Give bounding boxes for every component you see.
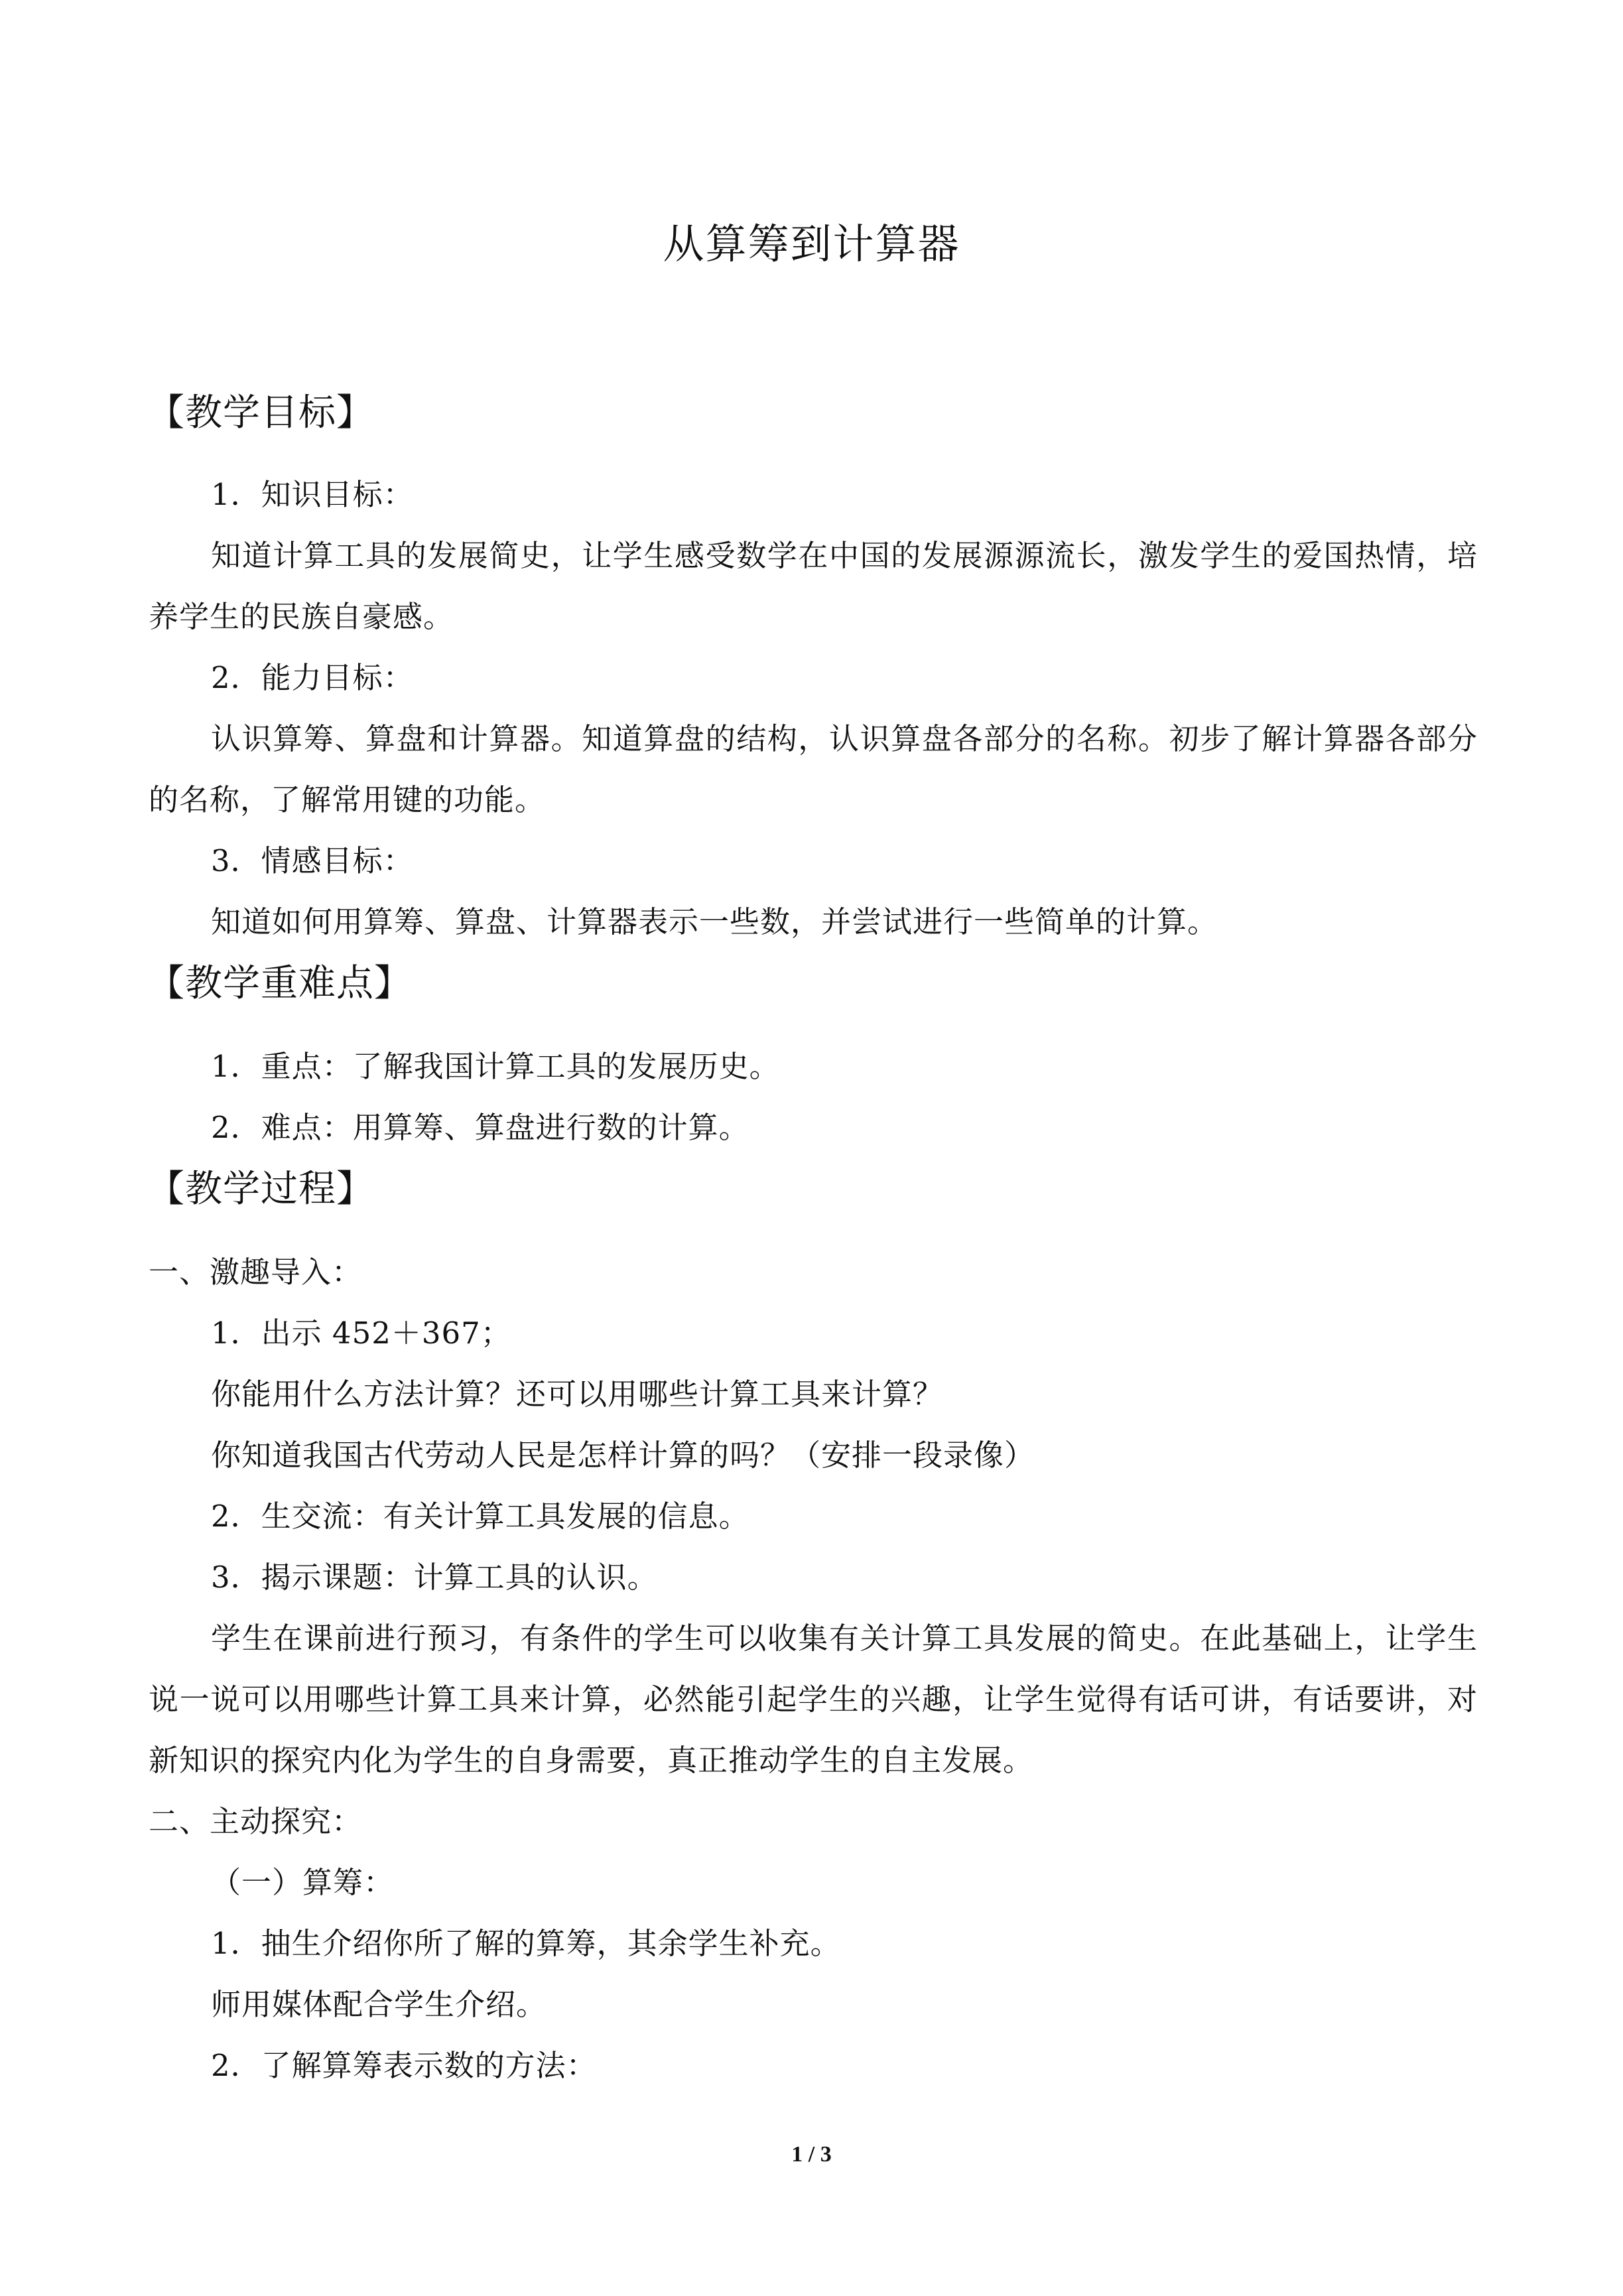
key-point-1: 1．重点：了解我国计算工具的发展历史。 <box>211 1049 780 1084</box>
section-heading-objectives: 【教学目标】 <box>147 391 374 435</box>
question-2: 你知道我国古代劳动人民是怎样计算的吗？（安排一段录像） <box>211 1438 1035 1473</box>
subsection-step-1: 1．抽生介绍你所了解的算筹，其余学生补充。 <box>211 1926 841 1961</box>
section-heading-key-points: 【教学重难点】 <box>147 962 412 1005</box>
objective-3-text: 知道如何用算筹、算盘、计算器表示一些数，并尝试进行一些简单的计算。 <box>211 904 1218 939</box>
section-heading-process: 【教学过程】 <box>147 1168 374 1211</box>
question-1: 你能用什么方法计算？还可以用哪些计算工具来计算？ <box>211 1377 944 1412</box>
process-step-2: 2．生交流：有关计算工具发展的信息。 <box>211 1499 749 1534</box>
process-step-3: 3．揭示课题：计算工具的认识。 <box>211 1560 658 1595</box>
subsection-note: 师用媒体配合学生介绍。 <box>211 1987 547 2022</box>
page-number: 1 / 3 <box>791 2142 832 2167</box>
objective-3-label: 3．情感目标： <box>211 843 414 878</box>
part-1-title: 一、激趣导入： <box>149 1254 363 1290</box>
subsection-suanchou: （一）算筹： <box>211 1865 395 1900</box>
key-point-2: 2．难点：用算筹、算盘进行数的计算。 <box>211 1110 749 1145</box>
objective-2-text: 认识算筹、算盘和计算器。知道算盘的结构，认识算盘各部分的名称。初步了解计算器各部分的名称，了解常用键的功能。 <box>149 721 1478 817</box>
page-title: 从算筹到计算器 <box>663 220 960 268</box>
process-step-1: 1．出示 452＋367； <box>211 1316 511 1351</box>
process-paragraph: 学生在课前进行预习，有条件的学生可以收集有关计算工具发展的简史。在此基础上，让学生说一说可以用哪些计算工具来计算，必然能引起学生的兴趣，让学生觉得有话可讲，有话要讲，对新知识的探究内化为学生的自身需要，真正推动学生的自主发展。 <box>149 1621 1478 1778</box>
objective-1-label: 1．知识目标： <box>211 477 414 512</box>
objective-1-text: 知道计算工具的发展简史，让学生感受数学在中国的发展源源流长，激发学生的爱国热情，培养学生的民族自豪感。 <box>149 538 1478 634</box>
subsection-step-2: 2．了解算筹表示数的方法： <box>211 2048 597 2083</box>
objective-2-label: 2．能力目标： <box>211 660 414 695</box>
part-2-title: 二、主动探究： <box>149 1804 363 1839</box>
